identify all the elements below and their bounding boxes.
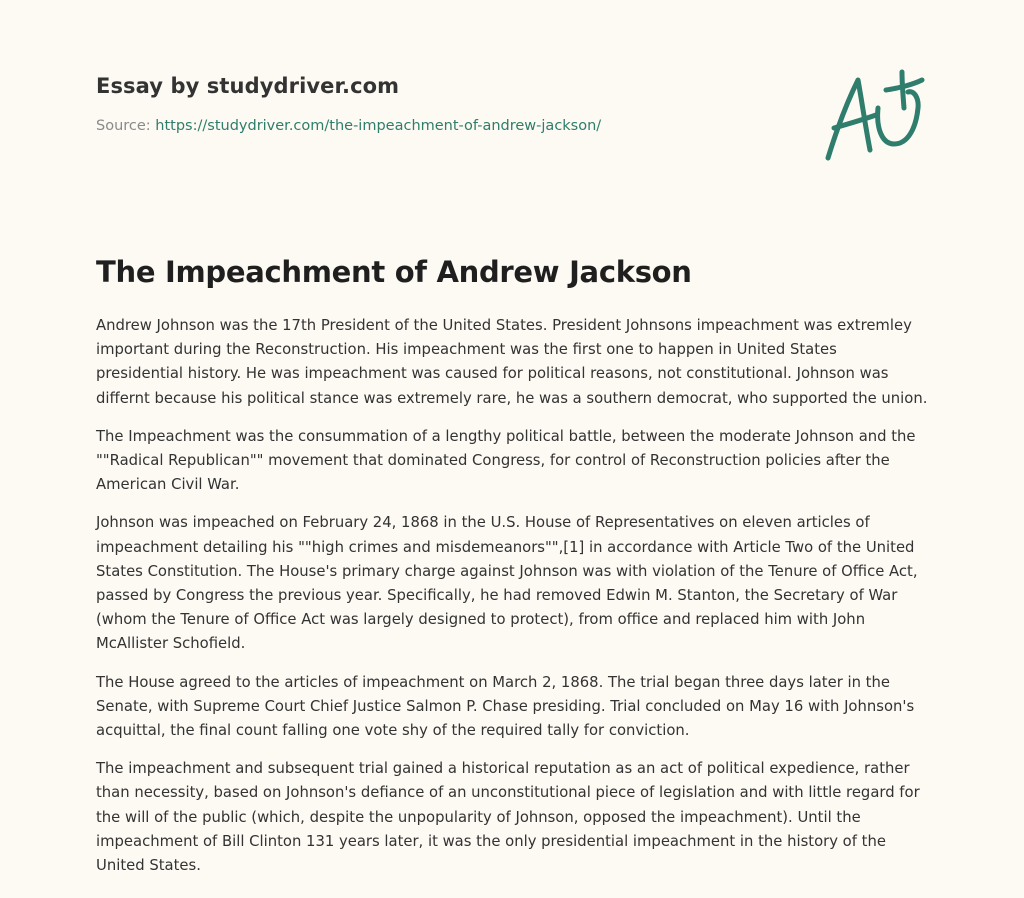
source-link[interactable]: https://studydriver.com/the-impeachment-of-andrew-jackson/: [155, 118, 602, 134]
source-line: [96, 118, 796, 134]
paragraph: The House agreed to the articles of impeachment on March 2, 1868. The trial began three days later in the Senate, with Supreme Court Chief Justice Salmon P. Chase presiding. Trial concluded on May 16 with Johnson's acquittal, the final count falling one vote shy of the required tally for conviction.: [96, 673, 915, 740]
essay-title: The Impeachment of Andrew Jackson: [96, 255, 692, 289]
essay-body: [96, 314, 928, 892]
a-plus-logo-graphic: [818, 66, 930, 166]
brand-title: Essay by studydriver.com: [96, 74, 400, 98]
source-label: Source:: [96, 118, 156, 134]
header: [96, 74, 796, 134]
paragraph: Johnson was impeached on February 24, 1868 in the U.S. House of Representatives on eleven articles of impeachment detailing his ""high crimes and misdemeanors"",[1] in accordance with Article Two of the United States Constitution. The House's primary charge against Johnson was with violation of the Tenure of Office Act, passed by Congress the previous year. Specifically, he had removed Edwin M. Stanton, the Secretary of War (whom the Tenure of Office Act was largely designed to protect), from office and replaced him with John McAllister Schofield.: [96, 514, 918, 653]
paragraph: The impeachment and subsequent trial gained a historical reputation as an act of political expedience, rather than necessity, based on Johnson's defiance of an unconstitutional piece of legislation and with little regard for the will of the public (which, despite the unpopularity of Johnson, opposed the impeachment). Until the impeachment of Bill Clinton 131 years later, it was the only presidential impeachment in the history of the United States.: [96, 760, 920, 875]
a-plus-logo-icon: [818, 66, 930, 166]
paragraph: Andrew Johnson was the 17th President of the United States. President Johnsons impeachment was extremley important during the Reconstruction. His impeachment was the first one to happen in United States presidential history. He was impeachment was caused for political reasons, not constitutional. Johnson was differnt because his political stance was extremely rare, he was a southern democrat, who supported the union.: [96, 317, 928, 407]
paragraph: The Impeachment was the consummation of a lengthy political battle, between the moderate Johnson and the ""Radical Republican"" movement that dominated Congress, for control of Reconstruction policies after the American Civil War.: [96, 427, 916, 494]
